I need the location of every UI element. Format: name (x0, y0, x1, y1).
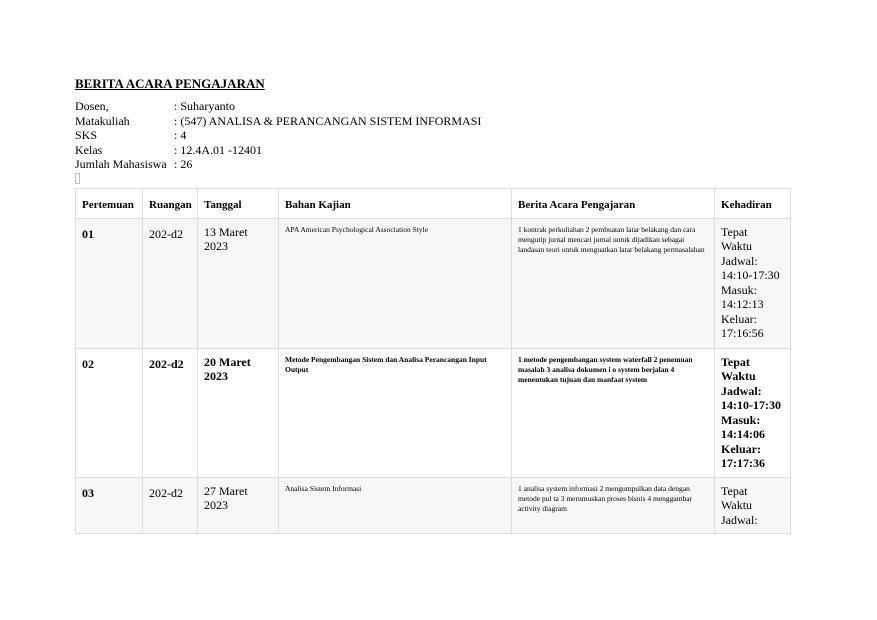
attendance-line: 14:10-17:30 (721, 398, 781, 412)
attendance-table (75, 188, 791, 535)
header-berita-acara: Berita Acara Pengajaran (512, 188, 715, 218)
cell-ruangan (143, 348, 198, 477)
cell-bahan-kajian (279, 218, 512, 348)
meeting-number: 03 (82, 485, 94, 500)
room: 202-d2 (149, 226, 183, 241)
cell-pertemuan (76, 477, 143, 534)
room: 202-d2 (149, 485, 183, 500)
info-label: Dosen, (75, 99, 109, 113)
date: 27 Maret 2023 (204, 483, 248, 512)
teaching-report: 1 kontrak perkuliahan 2 pembuatan latar belakang dan cara mengutip jurnal mencari jurnal untuk dijadikan sebagai landasan teori untuk menguatkan latar belakang permasalahan (518, 224, 705, 254)
info-value: 26 (180, 157, 193, 171)
attendance-line: Jadwal: (721, 512, 758, 527)
attendance-line: Tepat (721, 354, 750, 369)
cell-tanggal (198, 477, 279, 534)
document-page (75, 76, 805, 534)
topic: APA American Psychological Association Style (285, 224, 429, 234)
attendance-line: 17:16:56 (721, 326, 764, 340)
cell-ruangan (143, 477, 198, 534)
cell-ruangan (143, 218, 198, 348)
cell-kehadiran (715, 218, 791, 348)
attendance-line: Waktu (721, 498, 753, 512)
date: 20 Maret 2023 (204, 354, 251, 383)
topic: Analisa Sistem Informasi (285, 483, 362, 493)
attendance-line: Tepat (721, 483, 748, 498)
table-header-row (76, 188, 791, 218)
meeting-number: 01 (82, 226, 94, 241)
attendance-info (721, 225, 784, 341)
table-row (76, 348, 791, 477)
info-separator: : (174, 157, 178, 171)
meeting-number: 02 (82, 356, 94, 371)
teaching-report: 1 analisa system informasi 2 mengumpulkan data dengan metode pul ta 3 merumuskan proses bisnis 4 menggambar activity diagram (518, 483, 693, 513)
attendance-line: Waktu (721, 369, 756, 383)
attendance-line: Jadwal: (721, 253, 758, 268)
attendance-info (721, 484, 784, 528)
info-separator: : (174, 113, 178, 128)
cell-bahan-kajian (279, 348, 512, 477)
info-label: SKS (75, 128, 98, 142)
attendance-line: 14:10-17:30 (721, 268, 780, 282)
cell-tanggal (198, 218, 279, 348)
topic: Metode Pengembangan Sistem dan Analisa Perancangan Input Output (285, 354, 487, 374)
document-title: BERITA ACARA PENGAJARAN (75, 76, 265, 91)
table-row (76, 218, 791, 348)
cell-berita-acara (512, 348, 715, 477)
cell-bahan-kajian (279, 477, 512, 534)
info-value: 4 (180, 128, 187, 142)
room: 202-d2 (149, 356, 184, 371)
info-row-matakuliah (75, 114, 805, 129)
attendance-line: 17:17:36 (721, 456, 765, 470)
cell-pertemuan (76, 218, 143, 348)
date: 13 Maret 2023 (204, 224, 248, 253)
info-label: Kelas (75, 142, 103, 157)
cell-berita-acara (512, 218, 715, 348)
info-row-dosen (75, 99, 805, 114)
cell-berita-acara (512, 477, 715, 534)
table-row (76, 477, 791, 534)
info-row-kelas (75, 143, 805, 158)
info-separator: : (174, 128, 178, 142)
info-label: Matakuliah (75, 113, 130, 128)
attendance-line: 14:12:13 (721, 297, 764, 311)
attendance-line: Jadwal: (721, 383, 762, 398)
info-label: Jumlah Mahasiswa (75, 157, 167, 171)
header-bahan-kajian: Bahan Kajian (279, 188, 512, 218)
attendance-line: Masuk: (721, 412, 761, 427)
text-cursor-line (75, 172, 805, 184)
info-separator: : (174, 99, 178, 113)
info-row-jumlah-mahasiswa (75, 157, 805, 172)
info-separator: : (174, 142, 178, 157)
attendance-line: Masuk: (721, 282, 757, 297)
cell-pertemuan (76, 348, 143, 477)
header-tanggal: Tanggal (198, 188, 279, 218)
header-ruangan: Ruangan (143, 188, 198, 218)
header-kehadiran: Kehadiran (715, 188, 791, 218)
header-pertemuan: Pertemuan (76, 188, 143, 218)
cell-tanggal (198, 348, 279, 477)
attendance-line: 14:14:06 (721, 427, 765, 441)
attendance-line: Keluar: (721, 441, 761, 456)
teaching-report: 1 metode pengembangan system waterfall 2 penemuan masalah 3 analisa dokumen i o system berjalan 4 menentukan tujuan dan manfaat system (518, 354, 693, 384)
attendance-line: Keluar: (721, 311, 757, 326)
info-value: Suharyanto (180, 99, 235, 113)
cell-kehadiran (715, 477, 791, 534)
info-value: 12.4A.01 -12401 (180, 142, 263, 157)
info-block (75, 99, 805, 172)
attendance-line: Waktu (721, 239, 753, 253)
cursor-marker-icon (75, 173, 80, 184)
info-value: (547) ANALISA & PERANCANGAN SISTEM INFORMASI (180, 113, 482, 128)
info-row-sks (75, 128, 805, 143)
cell-kehadiran (715, 348, 791, 477)
attendance-line: Tepat (721, 224, 748, 239)
attendance-info (721, 355, 784, 471)
